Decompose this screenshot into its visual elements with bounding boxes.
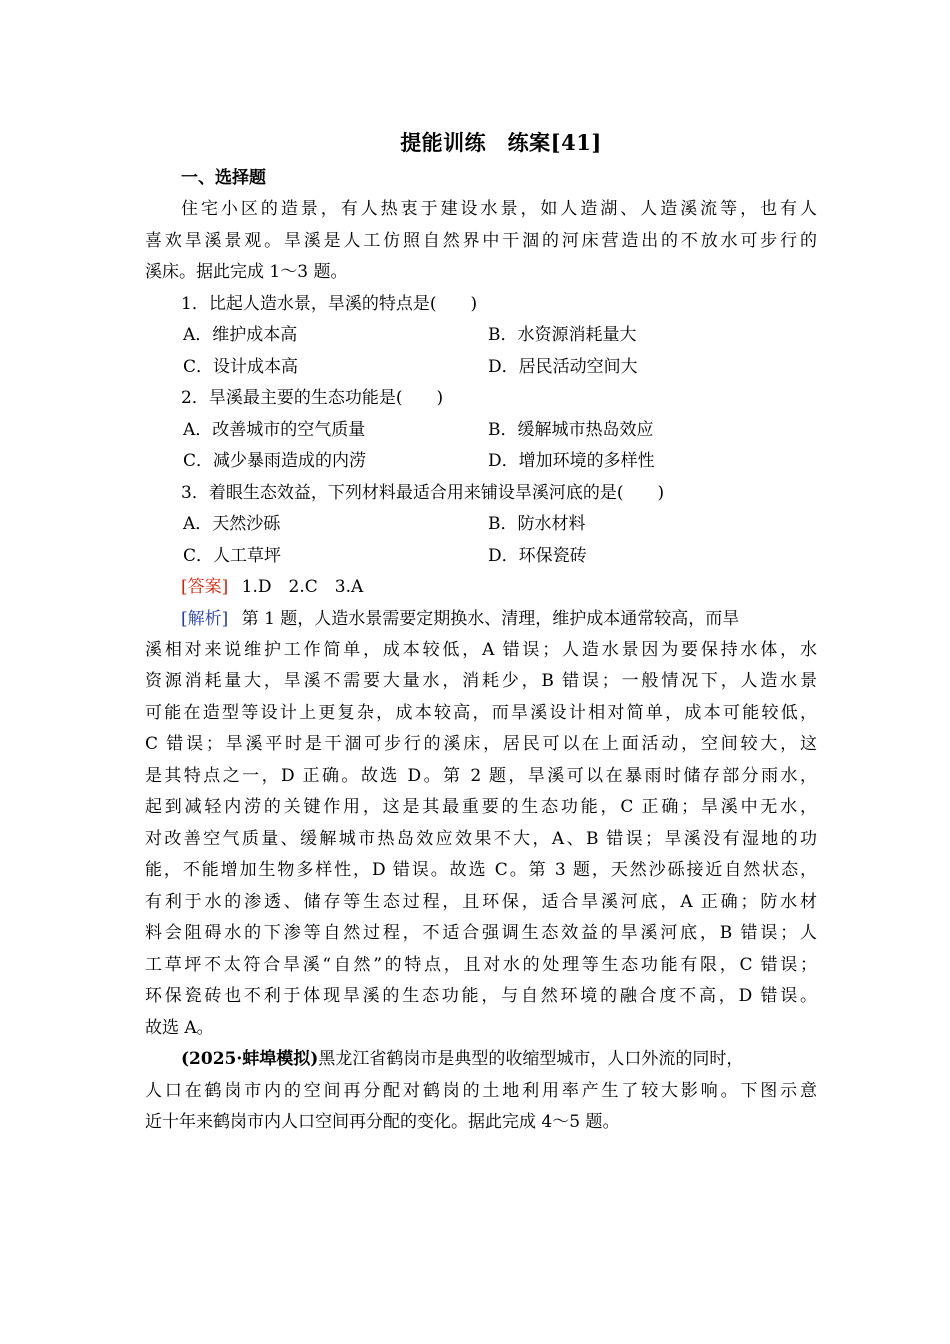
analysis-line: 能，不能增加生物多样性，D 错误。故选 C。第 3 题，天然沙砾接近自然状态， <box>145 860 817 880</box>
analysis-line: C 错误；旱溪平时是干涸可步行的溪床，居民可以在上面活动，空间较大，这 <box>145 734 817 754</box>
analysis-line: 故选 A。 <box>145 1018 214 1038</box>
analysis-line: 资源消耗量大，旱溪不需要大量水，消耗少，B 错误；一般情况下，人造水景 <box>145 671 817 691</box>
option-a: A．改善城市的空气质量 <box>183 420 366 440</box>
option-c: C．人工草坪 <box>183 546 282 566</box>
option-d: D．居民活动空间大 <box>488 357 638 377</box>
analysis-line: 工草坪不太符合旱溪“自然”的特点，且对水的处理等生态功能有限，C 错误； <box>145 955 817 975</box>
analysis-line: 环保瓷砖也不利于体现旱溪的生态功能，与自然环境的融合度不高，D 错误。 <box>145 986 817 1006</box>
option-b: B．防水材料 <box>488 514 586 534</box>
analysis-line: 对改善空气质量、缓解城市热岛效应效果不大，A、B 错误；旱溪没有湿地的功 <box>145 829 817 849</box>
option-a: A．天然沙砾 <box>183 514 281 534</box>
question-stem: 2．旱溪最主要的生态功能是( ) <box>181 388 444 408</box>
option-a: A．维护成本高 <box>183 325 298 345</box>
option-d: D．增加环境的多样性 <box>488 451 655 471</box>
material-intro-line: 近十年来鹤岗市内人口空间再分配的变化。据此完成 4～5 题。 <box>145 1112 620 1132</box>
intro-line: 溪床。据此完成 1～3 题。 <box>145 262 348 282</box>
section-heading: 一、选择题 <box>181 168 266 188</box>
question-stem: 3．着眼生态效益，下列材料最适合用来铺设旱溪河底的是( ) <box>181 483 665 503</box>
analysis-line <box>181 603 817 635</box>
page-title: 提能训练 练案[41] <box>400 130 602 155</box>
question-stem: 1．比起人造水景，旱溪的特点是( ) <box>181 294 478 314</box>
option-b: B．缓解城市热岛效应 <box>488 420 654 440</box>
material-intro-line <box>181 1043 817 1075</box>
analysis-line: 有利于水的渗透、储存等生态过程，且环保，适合旱溪河底，A 正确；防水材 <box>145 892 817 912</box>
analysis-line: 是其特点之一，D 正确。故选 D。第 2 题，旱溪可以在暴雨时储存部分雨水， <box>145 766 817 786</box>
option-d: D．环保瓷砖 <box>488 546 587 566</box>
option-c: C．减少暴雨造成的内涝 <box>183 451 367 471</box>
analysis-line: 可能在造型等设计上更复杂，成本较高，而旱溪设计相对简单，成本可能较低， <box>145 703 817 723</box>
intro-line: 喜欢旱溪景观。旱溪是人工仿照自然界中干涸的河床营造出的不放水可步行的 <box>145 231 817 251</box>
intro-line: 住宅小区的造景，有人热衷于建设水景，如人造湖、人造溪流等，也有人 <box>181 199 817 219</box>
analysis-line: 起到减轻内涝的关键作用，这是其最重要的生态功能，C 正确；旱溪中无水， <box>145 797 817 817</box>
material-intro-line: 人口在鹤岗市内的空间再分配对鹤岗的土地利用率产生了较大影响。下图示意 <box>145 1081 817 1101</box>
answer-label: [答案] <box>181 577 229 597</box>
analysis-label: [解析] <box>181 609 229 629</box>
analysis-text: 第 1 题，人造水景需要定期换水、清理，维护成本通常较高，而旱 <box>241 609 740 629</box>
option-b: B．水资源消耗量大 <box>488 325 637 345</box>
material-text: 黑龙江省鹤岗市是典型的收缩型城市，人口外流的同时， <box>318 1049 744 1069</box>
answer-text: 1.D 2.C 3.A <box>241 577 364 597</box>
option-c: C．设计成本高 <box>183 357 299 377</box>
answer-line <box>181 571 363 603</box>
analysis-line: 料会阻碍水的下渗等自然过程，不适合强调生态效益的旱溪河底，B 错误；人 <box>145 923 817 943</box>
analysis-line: 溪相对来说维护工作简单，成本较低，A 错误；人造水景因为要保持水体，水 <box>145 640 817 660</box>
source-tag: (2025·蚌埠模拟) <box>181 1049 319 1069</box>
